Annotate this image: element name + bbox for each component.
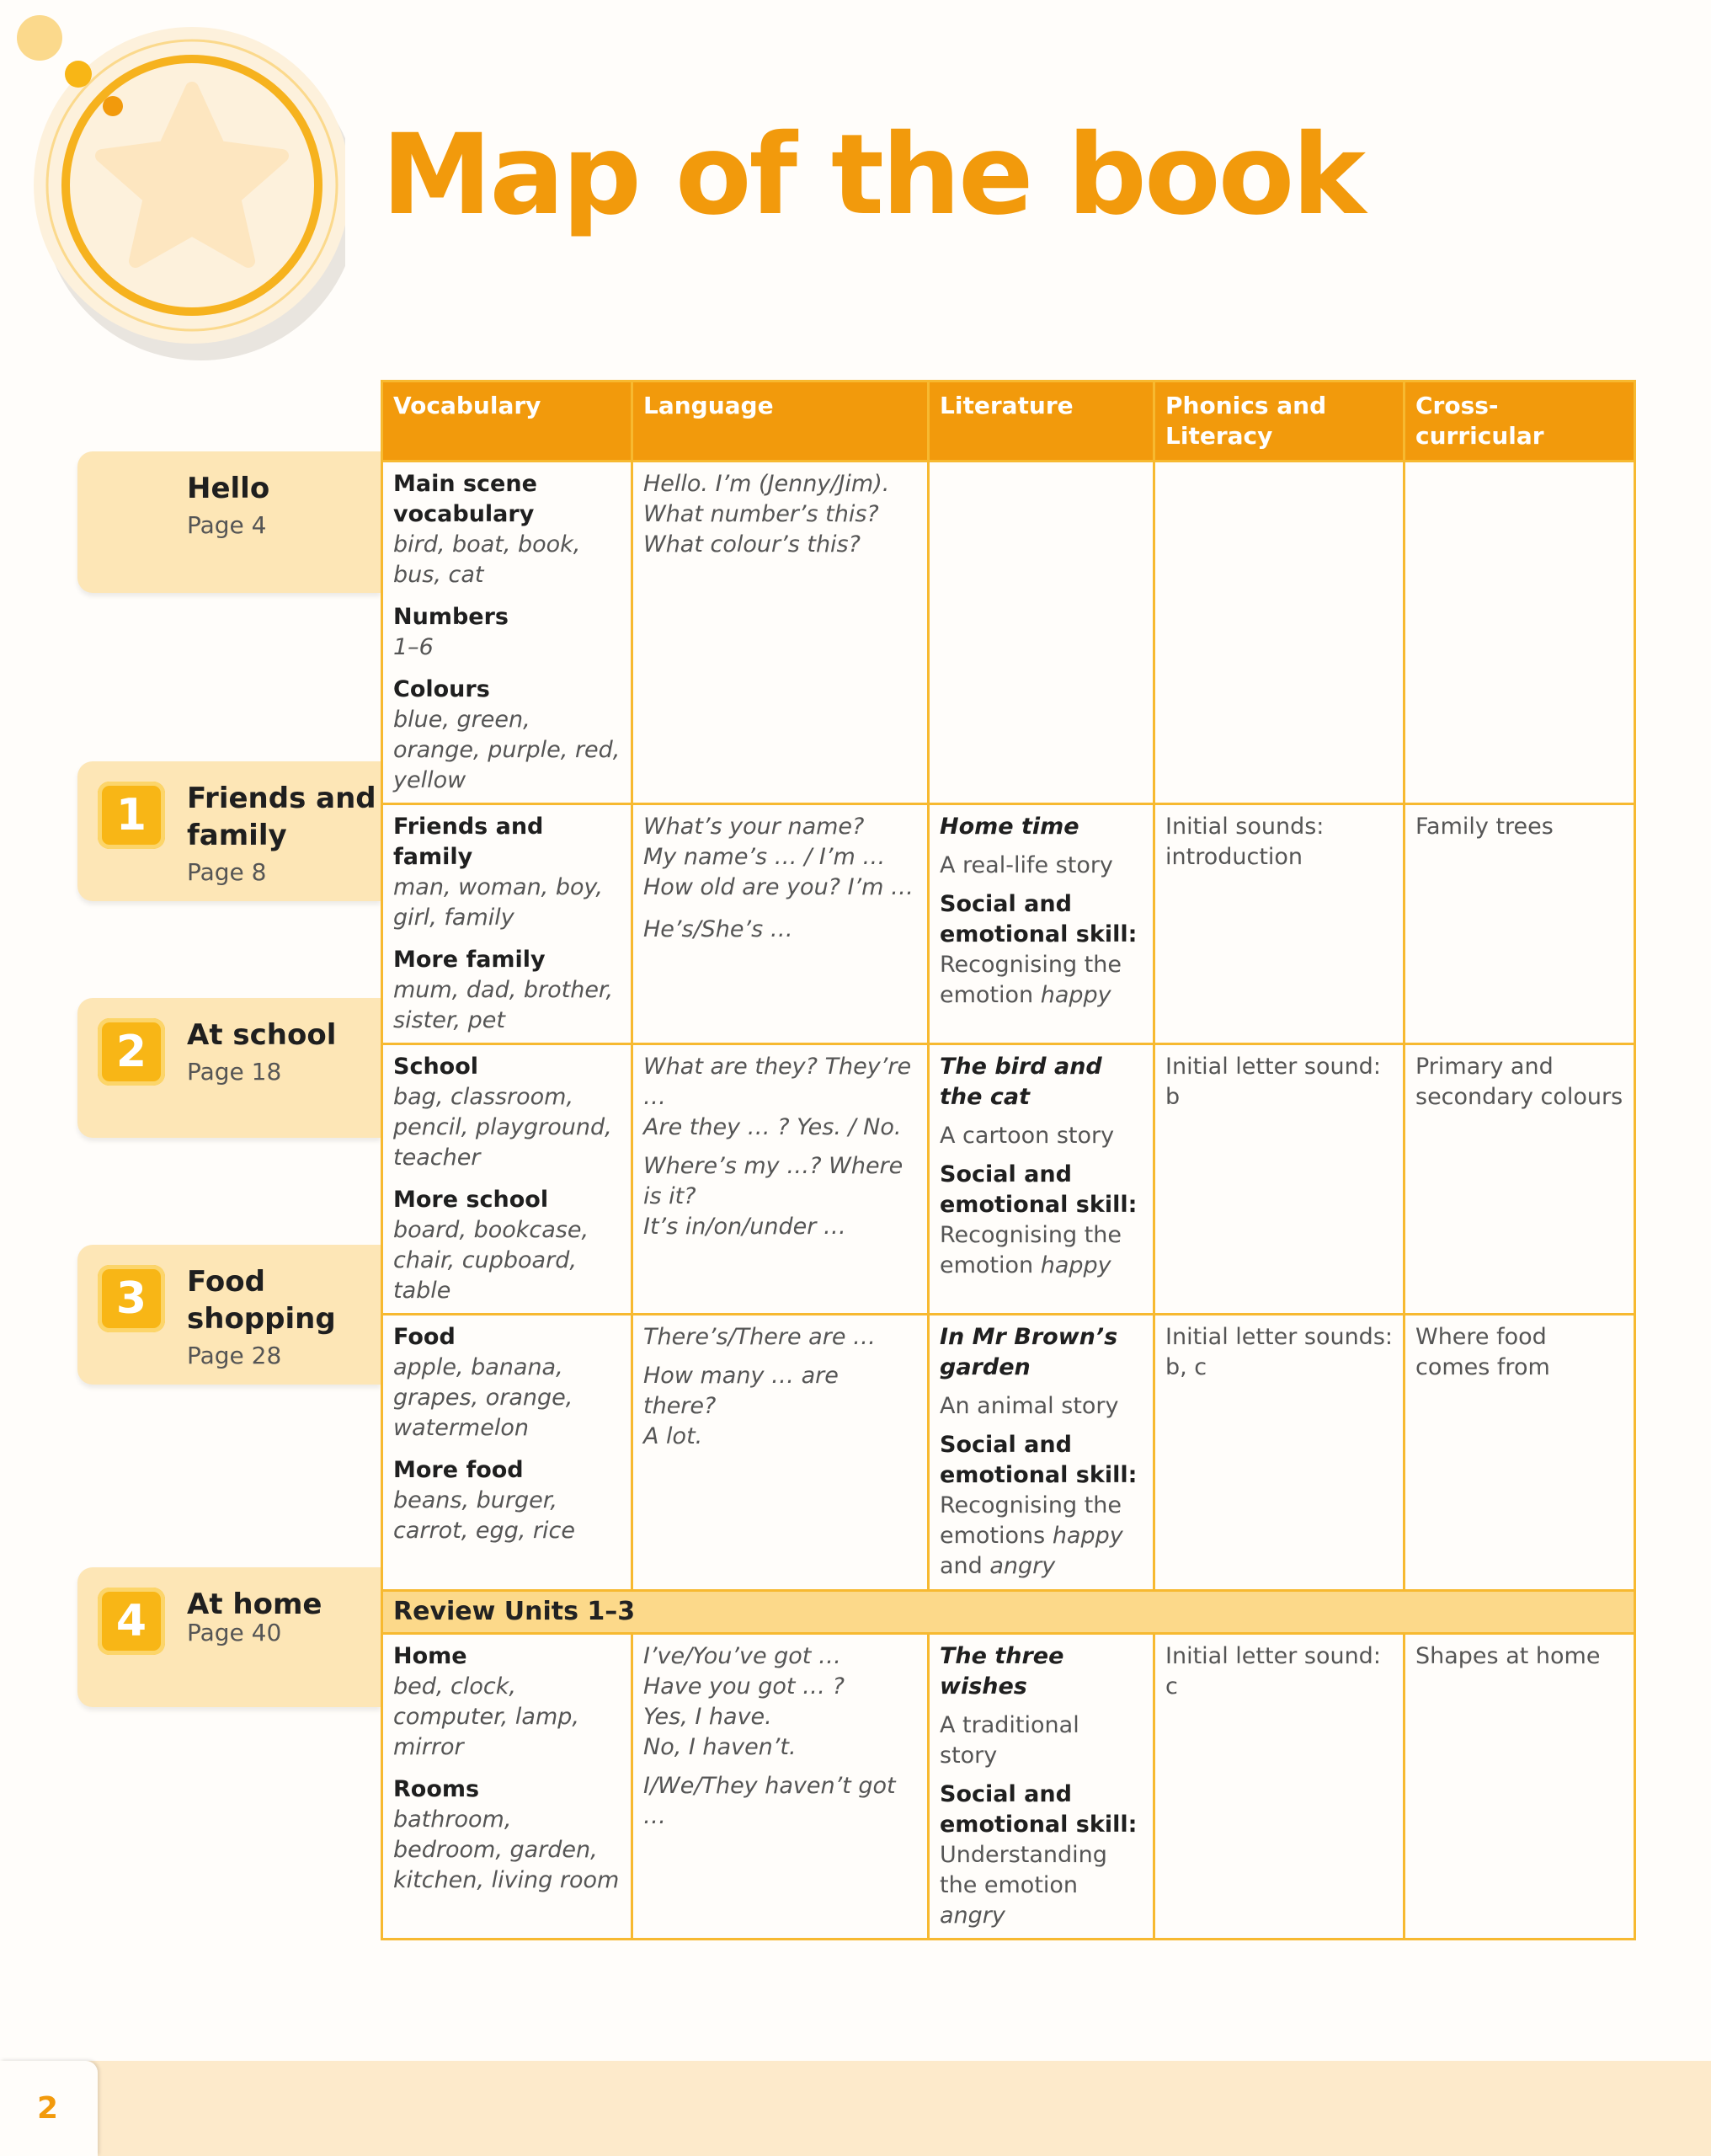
table-row-review <box>382 1591 1635 1634</box>
vocab-words: mum, dad, brother, sister, pet <box>393 977 614 1033</box>
language-line: How many … are there? <box>643 1363 839 1419</box>
cross-curricular-cell: Shapes at home <box>1405 1634 1635 1940</box>
unit-page: Page 8 <box>187 858 267 886</box>
vocab-heading: Numbers <box>393 604 509 630</box>
language-line: What number’s this? <box>643 501 879 527</box>
skill-label: Social and emotional skill: <box>940 1432 1138 1488</box>
vocab-words: beans, burger, carrot, egg, rice <box>393 1487 575 1544</box>
unit-page: Page 40 <box>187 1619 282 1646</box>
skill-label: Social and emotional skill: <box>940 891 1138 947</box>
vocabulary-cell <box>382 804 632 1044</box>
star-emblem-icon <box>8 8 345 362</box>
column-header-literature: Literature <box>929 382 1154 462</box>
story-title: In Mr Brown’s garden <box>940 1324 1118 1380</box>
unit-tab-4 <box>77 1567 381 1707</box>
language-line: What are they? They’re … <box>643 1054 912 1110</box>
vocab-heading: Colours <box>393 676 490 702</box>
column-header-phonics: Phonics and Literacy <box>1154 382 1405 462</box>
vocab-heading: More family <box>393 947 546 973</box>
vocabulary-cell <box>382 1044 632 1315</box>
unit-page: Page 4 <box>187 511 267 539</box>
unit-name: Friends and family <box>187 782 376 852</box>
vocab-words: board, bookcase, chair, cupboard, table <box>393 1217 589 1304</box>
unit-number-badge: 1 <box>98 782 165 849</box>
vocab-words: blue, green, orange, purple, red, yellow <box>393 707 621 793</box>
column-header-cross-curricular: Cross-curricular <box>1405 382 1635 462</box>
unit-name: At home <box>187 1588 322 1621</box>
table-row-unit-1 <box>382 804 1635 1044</box>
skill-text: Recognising the emotions happy and angry <box>940 1492 1123 1579</box>
language-cell <box>632 1634 929 1940</box>
review-label: Review Units 1–3 <box>382 1591 1635 1634</box>
story-title: Home time <box>940 814 1079 840</box>
language-cell <box>632 804 929 1044</box>
vocab-heading: More school <box>393 1187 549 1213</box>
language-line: What colour’s this? <box>643 531 861 558</box>
language-line: My name’s … / I’m … <box>643 844 886 870</box>
literature-cell <box>929 1044 1154 1315</box>
language-line: How old are you? I’m … <box>643 874 914 900</box>
story-type: A traditional story <box>940 1712 1079 1769</box>
unit-page: Page 18 <box>187 1058 282 1086</box>
page-title: Map of the book <box>381 110 1364 240</box>
unit-page: Page 28 <box>187 1342 282 1369</box>
vocab-words: apple, banana, grapes, orange, watermelon <box>393 1354 573 1441</box>
unit-name: At school <box>187 1018 337 1052</box>
language-line: There’s/There are … <box>643 1324 877 1350</box>
vocab-words: 1–6 <box>393 634 434 660</box>
skill-text: Understanding the emotion angry <box>940 1842 1107 1929</box>
book-map-table <box>381 380 1636 1940</box>
cross-curricular-cell: Family trees <box>1405 804 1635 1044</box>
phonics-cell: Initial letter sound: c <box>1154 1634 1405 1940</box>
story-type: A cartoon story <box>940 1123 1115 1149</box>
vocabulary-cell <box>382 462 632 804</box>
unit-tab-1 <box>77 761 381 901</box>
cross-curricular-cell <box>1405 462 1635 804</box>
phonics-cell <box>1154 462 1405 804</box>
unit-number-badge: 3 <box>98 1265 165 1332</box>
vocab-words: bag, classroom, pencil, playground, teacher <box>393 1084 612 1171</box>
unit-name: Food shopping <box>187 1265 336 1336</box>
vocab-heading: Food <box>393 1324 456 1350</box>
language-line: He’s/She’s … <box>643 916 793 942</box>
skill-label: Social and emotional skill: <box>940 1161 1138 1218</box>
cross-curricular-cell: Where food comes from <box>1405 1315 1635 1591</box>
language-cell <box>632 1044 929 1315</box>
table-row-hello <box>382 462 1635 804</box>
vocab-heading: More food <box>393 1457 524 1483</box>
vocab-heading: Rooms <box>393 1776 480 1802</box>
language-line: Where’s my …? Where is it? <box>643 1153 903 1209</box>
cross-curricular-cell: Primary and secondary colours <box>1405 1044 1635 1315</box>
table-row-unit-3 <box>382 1315 1635 1591</box>
unit-number-badge: 4 <box>98 1588 165 1655</box>
footer-band <box>0 2061 1711 2156</box>
vocabulary-cell <box>382 1634 632 1940</box>
vocab-words: bed, clock, computer, lamp, mirror <box>393 1673 579 1760</box>
vocab-heading: Friends and family <box>393 814 544 870</box>
literature-cell <box>929 804 1154 1044</box>
vocab-heading: Home <box>393 1643 467 1669</box>
literature-cell <box>929 1634 1154 1940</box>
skill-label: Social and emotional skill: <box>940 1781 1138 1838</box>
table-row-unit-2 <box>382 1044 1635 1315</box>
language-line: Yes, I have. <box>643 1704 772 1730</box>
page-number: 2 <box>37 2091 59 2126</box>
phonics-cell: Initial sounds: introduction <box>1154 804 1405 1044</box>
language-line: What’s your name? <box>643 814 865 840</box>
language-cell <box>632 462 929 804</box>
story-title: The bird and the cat <box>940 1054 1102 1110</box>
skill-text: Recognising the emotion happy <box>940 952 1122 1008</box>
literature-cell <box>929 1315 1154 1591</box>
unit-tab-hello <box>77 451 381 593</box>
table-header-row <box>382 382 1635 462</box>
vocab-words: man, woman, boy, girl, family <box>393 874 603 931</box>
vocab-heading: Main scene vocabulary <box>393 471 537 527</box>
vocabulary-cell <box>382 1315 632 1591</box>
language-line: Hello. I’m (Jenny/Jim). <box>643 471 890 497</box>
vocab-heading: School <box>393 1054 479 1080</box>
unit-tab-2 <box>77 998 381 1138</box>
vocab-words: bird, boat, book, bus, cat <box>393 531 581 588</box>
story-title: The three wishes <box>940 1643 1064 1700</box>
phonics-cell: Initial letter sound: b <box>1154 1044 1405 1315</box>
language-line: Are they … ? Yes. / No. <box>643 1114 902 1140</box>
column-header-language: Language <box>632 382 929 462</box>
language-line: It’s in/on/under … <box>643 1214 846 1240</box>
language-line: A lot. <box>643 1423 703 1449</box>
phonics-cell: Initial letter sounds: b, c <box>1154 1315 1405 1591</box>
language-cell <box>632 1315 929 1591</box>
story-type: A real-life story <box>940 852 1113 878</box>
skill-text: Recognising the emotion happy <box>940 1222 1122 1278</box>
literature-cell <box>929 462 1154 804</box>
story-type: An animal story <box>940 1393 1119 1419</box>
vocab-words: bathroom, bedroom, garden, kitchen, living room <box>393 1806 620 1893</box>
unit-number-badge: 2 <box>98 1018 165 1086</box>
column-header-vocabulary: Vocabulary <box>382 382 632 462</box>
unit-name: Hello <box>187 472 270 505</box>
language-line: I’ve/You’ve got … <box>643 1643 841 1669</box>
unit-tab-3 <box>77 1245 381 1385</box>
language-line: Have you got … ? <box>643 1673 845 1700</box>
language-line: I/We/They haven’t got … <box>643 1773 896 1829</box>
language-line: No, I haven’t. <box>643 1734 797 1760</box>
table-row-unit-4 <box>382 1634 1635 1940</box>
